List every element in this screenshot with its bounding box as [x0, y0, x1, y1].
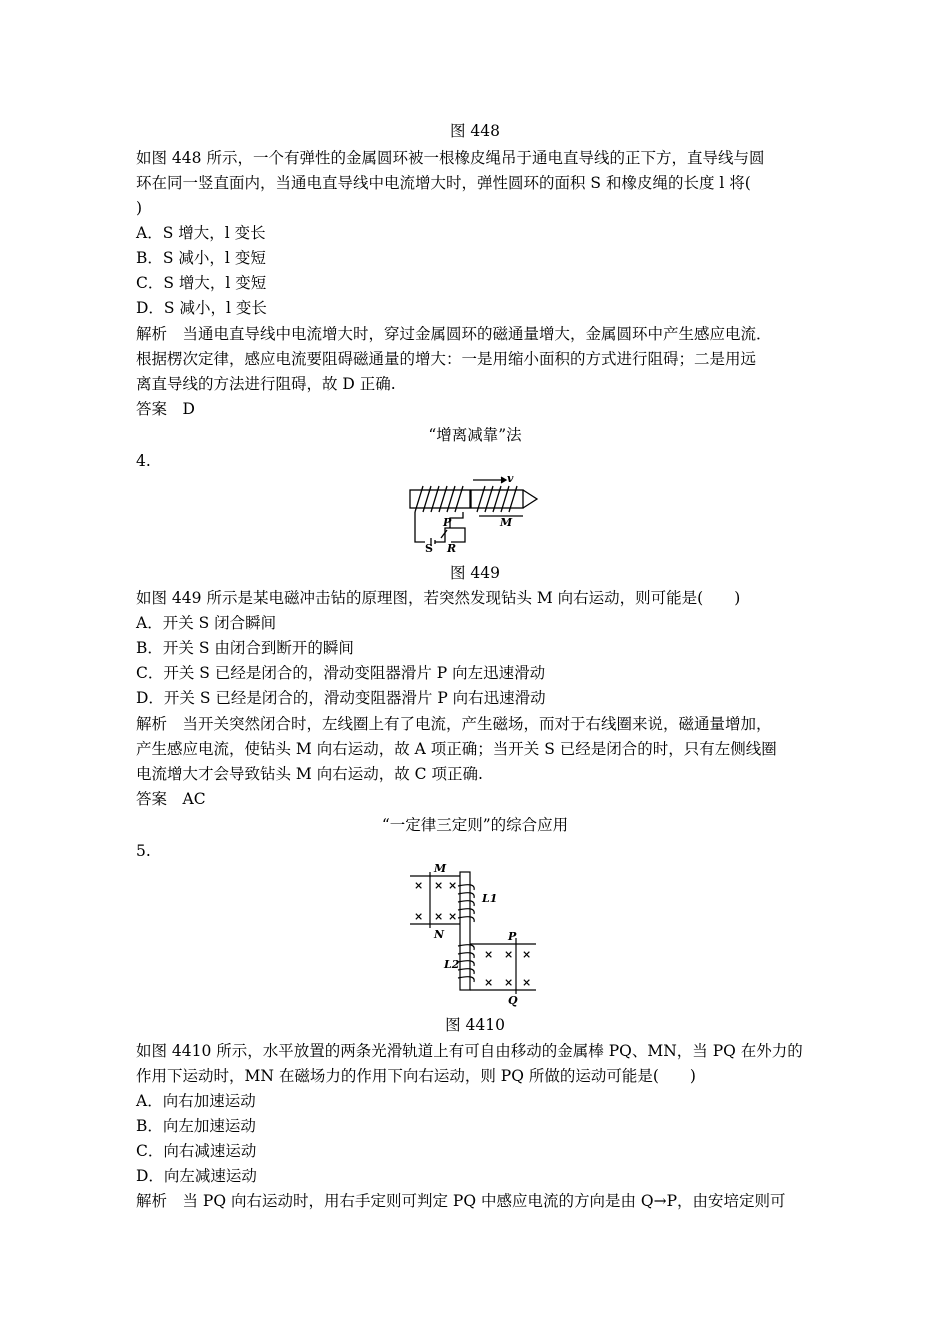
question-text: 作用下运动时，MN 在磁场力的作用下向右运动，则 PQ 所做的运动可能是( ) [136, 1067, 696, 1085]
question-number: 4. [136, 452, 151, 470]
cross-mark: × [484, 976, 494, 989]
answer-text: 答案 AC [136, 790, 206, 808]
figure-caption: 图 449 [449, 564, 500, 582]
cross-mark: × [414, 879, 424, 892]
option-a: A．开关 S 闭合瞬间 [136, 614, 277, 632]
answer-text: 答案 D [136, 400, 195, 418]
analysis-text: 离直导线的方法进行阻碍，故 D 正确. [136, 375, 396, 393]
option-d: D．开关 S 已经是闭合的，滑动变阻器滑片 P 向右迅速滑动 [136, 689, 546, 707]
question-text: ) [136, 199, 143, 217]
figure-449-drill-diagram [405, 472, 550, 560]
analysis-text: 解析 当 PQ 向右运动时，用右手定则可判定 PQ 中感应电流的方向是由 Q→P，由安培定则可 [136, 1192, 786, 1210]
question-text: 如图 4410 所示，水平放置的两条光滑轨道上有可自由移动的金属棒 PQ、MN，当 PQ 在外力的 [136, 1042, 803, 1060]
cross-mark: × [434, 879, 444, 892]
figure-label-P: P [443, 516, 452, 529]
question-number: 5. [136, 842, 151, 860]
analysis-text: 电流增大才会导致钻头 M 向右运动，故 C 项正确. [136, 765, 483, 783]
figure-label-Q: Q [508, 994, 518, 1007]
figure-caption: 图 448 [449, 122, 500, 140]
figure-label-P: P [508, 930, 517, 943]
cross-mark: × [448, 910, 458, 923]
cross-mark: × [522, 948, 532, 961]
section-title: “一定律三定则”的综合应用 [381, 816, 569, 834]
figure-label-v: v [507, 472, 514, 485]
option-d: D．S 减小，l 变长 [136, 299, 267, 317]
option-b: B．向左加速运动 [136, 1117, 256, 1135]
cross-mark: × [434, 910, 444, 923]
cross-mark: × [504, 976, 514, 989]
figure-label-R: R [447, 542, 457, 555]
cross-mark: × [484, 948, 494, 961]
analysis-text: 产生感应电流，使钻头 M 向右运动，故 A 项正确；当开关 S 已经是闭合的时，只有左侧线圈 [136, 740, 777, 758]
figure-label-S: S [425, 542, 433, 555]
cross-mark: × [522, 976, 532, 989]
option-b: B．S 减小，l 变短 [136, 249, 266, 267]
figure-caption: 图 4410 [445, 1016, 505, 1034]
analysis-text: 解析 当开关突然闭合时，左线圈上有了电流，产生磁场，而对于右线圈来说，磁通量增加， [136, 715, 772, 733]
cross-mark: × [504, 948, 514, 961]
option-c: C．S 增大，l 变短 [136, 274, 267, 292]
option-d: D．向左减速运动 [136, 1167, 257, 1185]
analysis-text: 根据楞次定律，感应电流要阻碍磁通量的增大：一是用缩小面积的方式进行阻碍；二是用远 [136, 350, 757, 368]
figure-label-M: M [500, 516, 513, 529]
figure-4410-rails-diagram [408, 862, 548, 1010]
question-text: 如图 449 所示是某电磁冲击钻的原理图，若突然发现钻头 M 向右运动，则可能是( ) [136, 589, 741, 607]
option-c: C．向右减速运动 [136, 1142, 257, 1160]
figure-label-L2: L2 [444, 958, 460, 971]
figure-label-L1: L1 [482, 892, 498, 905]
cross-mark: × [414, 910, 424, 923]
option-a: A．S 增大，l 变长 [136, 224, 266, 242]
cross-mark: × [448, 879, 458, 892]
option-a: A．向右加速运动 [136, 1092, 256, 1110]
option-c: C．开关 S 已经是闭合的，滑动变阻器滑片 P 向左迅速滑动 [136, 664, 546, 682]
figure-label-M: M [434, 862, 447, 875]
analysis-text: 解析 当通电直导线中电流增大时，穿过金属圆环的磁通量增大，金属圆环中产生感应电流． [136, 325, 772, 343]
question-text: 如图 448 所示，一个有弹性的金属圆环被一根橡皮绳吊于通电直导线的正下方，直导线与圆 [136, 149, 765, 167]
option-b: B．开关 S 由闭合到断开的瞬间 [136, 639, 354, 657]
section-title: “增离减靠”法 [428, 426, 522, 444]
question-text: 环在同一竖直面内，当通电直导线中电流增大时，弹性圆环的面积 S 和橡皮绳的长度 l 将( [136, 174, 751, 192]
figure-label-N: N [434, 928, 445, 941]
